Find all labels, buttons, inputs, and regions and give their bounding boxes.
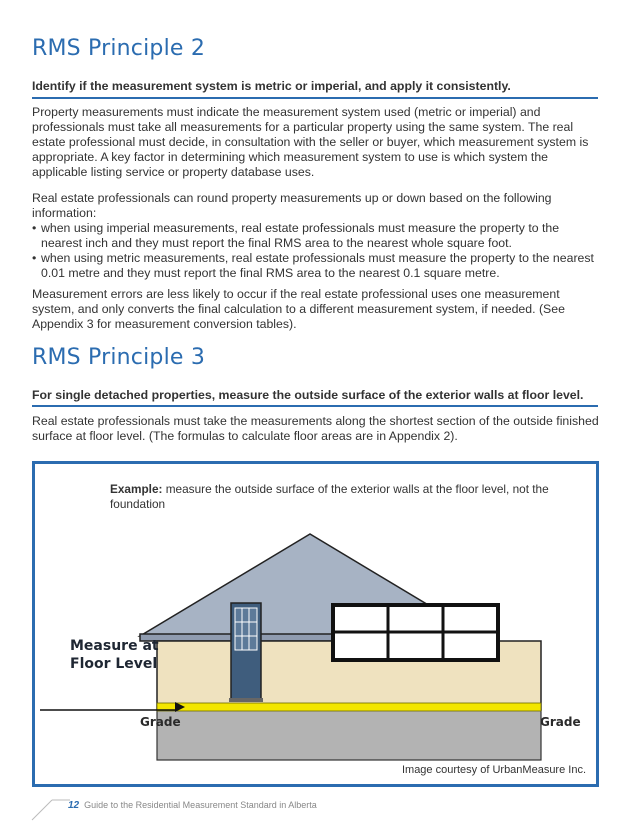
door-window-panes <box>235 608 257 650</box>
principle-2-subheading: Identify if the measurement system is metric or imperial, and apply it consistently. <box>32 79 511 93</box>
principle-2-paragraph-3: Measurement errors are less likely to occur if the real estate professional uses one measurement system, and only converts the final calculation to a different measurement system, if needed. (See Appendix 3 for measurement conversion tables). <box>32 287 565 331</box>
page-number: 12 <box>68 800 80 811</box>
bullet-text-metric: when using metric measurements, real estate professionals must measure the property to the nearest 0.01 metre and they must report the final RMS area to the nearest 0.1 square metre. <box>41 251 594 280</box>
bullet-symbol: • <box>32 221 37 235</box>
footer-title: Guide to the Residential Measurement Standard in Alberta <box>84 800 317 810</box>
floor-level-line <box>157 703 541 711</box>
principle-2-rounding-section <box>32 191 602 281</box>
caption-text: measure the outside surface of the exterior walls at the floor level, not the foundation <box>110 482 549 511</box>
list-item <box>32 251 602 281</box>
measure-label-line-2: Floor Level <box>70 656 158 672</box>
principle-3-paragraph-1: Real estate professionals must take the measurements along the shortest section of the outside finished surface at floor level. (The formulas to calculate floor areas are in Appendix 2). <box>32 414 599 443</box>
door-step <box>229 698 263 702</box>
principle-3-subheading: For single detached properties, measure the outside surface of the exterior walls at floor level. <box>32 388 584 402</box>
example-figure <box>32 461 599 787</box>
house-foundation <box>157 710 541 760</box>
principle-3-heading: RMS Principle 3 <box>32 345 206 370</box>
figure-caption <box>110 482 560 512</box>
principle-2-rounding-intro: Real estate professionals can round property measurements up or down based on the following information: <box>32 191 552 220</box>
principle-3-divider <box>32 405 598 407</box>
grade-label-right: Grade <box>540 715 581 729</box>
principle-2-paragraph-1: Property measurements must indicate the measurement system used (metric or imperial) and professionals must take all measurements for a particular property using the same system. The real estate professional must decide, in consultation with the seller or buyer, which measurement system is appropriate. A key factor in determining which measurement system to use is which system the applicable listing service or property database uses. <box>32 105 589 179</box>
list-item <box>32 221 602 251</box>
house-illustration <box>35 464 596 784</box>
image-credit: Image courtesy of UrbanMeasure Inc. <box>401 764 586 776</box>
grade-label-left: Grade <box>140 715 181 729</box>
caption-bold-label: Example: <box>110 482 163 496</box>
principle-2-heading: RMS Principle 2 <box>32 36 206 61</box>
measure-label-line-1: Measure at <box>70 638 159 654</box>
measure-label <box>70 637 159 673</box>
bullet-text-imperial: when using imperial measurements, real estate professionals must measure the property to the nearest inch and they must report the final RMS area to the nearest whole square foot. <box>41 221 560 250</box>
bullet-symbol: • <box>32 251 37 265</box>
page-footer <box>68 800 317 811</box>
principle-2-divider <box>32 97 598 99</box>
footer-decoration <box>30 792 70 822</box>
